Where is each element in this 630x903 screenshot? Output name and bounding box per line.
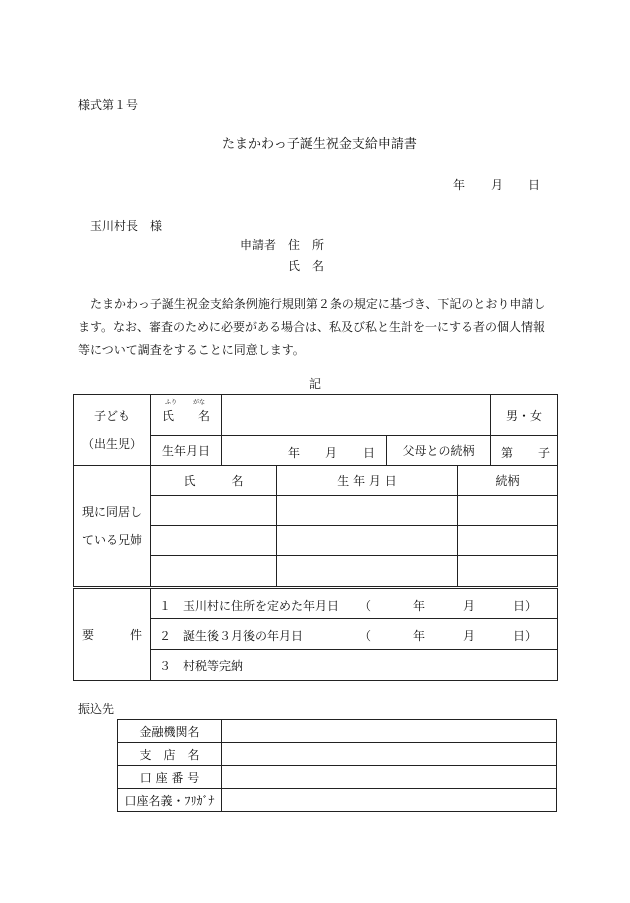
date-month: 月 — [491, 178, 504, 192]
child-dob-day: 日 — [363, 446, 376, 460]
sibling-dob-field[interactable] — [277, 496, 458, 526]
child-order-prefix: 第 — [501, 446, 514, 460]
child-name-field[interactable] — [222, 395, 491, 436]
applicant-label: 申請者 — [240, 238, 277, 252]
applicant-address-label: 住 所 — [288, 238, 325, 252]
applicant-name-label: 氏 名 — [288, 259, 325, 273]
sibling-dob-field[interactable] — [277, 556, 458, 587]
requirement-2-open: （ — [359, 629, 372, 643]
siblings-label-line1: 現に同居し — [81, 505, 142, 519]
sibling-relation-field[interactable] — [458, 496, 558, 526]
requirement-item-3[interactable] — [151, 650, 558, 681]
child-dob-year: 年 — [288, 446, 301, 460]
transfer-label-account-number: 口 座 番 号 — [118, 766, 222, 789]
sibling-dob-field[interactable] — [277, 526, 458, 556]
sibling-relation-field[interactable] — [458, 556, 558, 587]
requirement-2-month: 月 — [463, 629, 476, 643]
siblings-table — [73, 465, 558, 587]
siblings-col-dob: 生 年 月 日 — [277, 466, 458, 496]
child-name-label: 氏 名 — [161, 408, 210, 423]
siblings-col-relation: 続柄 — [458, 466, 558, 496]
requirement-item-2[interactable] — [151, 619, 558, 650]
child-order-field[interactable] — [491, 436, 558, 466]
child-table — [73, 394, 558, 466]
child-name-label-cell — [151, 395, 222, 436]
child-order-suffix: 子 — [538, 446, 551, 460]
sibling-name-field[interactable] — [151, 526, 277, 556]
name-ruby-furi: ふり — [165, 399, 178, 406]
date-year: 年 — [453, 178, 466, 192]
ki-heading: 記 — [309, 377, 322, 391]
date-day: 日 — [528, 178, 541, 192]
requirement-2-text: ２ 誕生後３月後の年月日 — [159, 629, 304, 643]
child-label-line1: 子ども — [93, 409, 130, 423]
transfer-label-account-holder: 口座名義・ﾌﾘｶﾞﾅ — [118, 789, 222, 812]
child-label — [74, 395, 151, 466]
addressee: 玉川村長 様 — [90, 219, 163, 233]
transfer-branch-field[interactable] — [222, 743, 557, 766]
form-number: 様式第１号 — [78, 98, 139, 112]
requirements-table — [73, 588, 558, 681]
child-dob-label: 生年月日 — [151, 436, 222, 466]
siblings-col-name: 氏 名 — [151, 466, 277, 496]
sibling-relation-field[interactable] — [458, 526, 558, 556]
requirement-1-text: １ 玉川村に住所を定めた年月日 — [159, 599, 340, 613]
requirements-label: 要 件 — [74, 589, 151, 681]
name-ruby-gana: がな — [193, 399, 206, 406]
requirement-item-1[interactable] — [151, 589, 558, 619]
transfer-label-branch: 支 店 名 — [118, 743, 222, 766]
transfer-bank-field[interactable] — [222, 720, 557, 743]
transfer-label-bank: 金融機関名 — [118, 720, 222, 743]
transfer-heading: 振込先 — [78, 702, 115, 716]
requirement-1-month: 月 — [463, 599, 476, 613]
requirement-2-day: 日） — [513, 629, 538, 643]
child-dob-month: 月 — [325, 446, 338, 460]
transfer-account-number-field[interactable] — [222, 766, 557, 789]
requirement-1-day: 日） — [513, 599, 538, 613]
consent-paragraph: たまかわっ子誕生祝金支給条例施行規則第２条の規定に基づき、下記のとおり申請します。なお、審査のために必要がある場合は、私及び私と生計を一にする者の個人情報等について調査をすることに同意します。 — [78, 297, 546, 357]
document-title: たまかわっ子誕生祝金支給申請書 — [222, 137, 417, 152]
siblings-label-line2: ている兄姉 — [81, 533, 142, 547]
sibling-name-field[interactable] — [151, 496, 277, 526]
requirement-1-open: （ — [359, 599, 372, 613]
requirement-2-year: 年 — [413, 629, 426, 643]
child-label-line2: （出生児） — [81, 437, 142, 451]
siblings-label — [74, 466, 151, 587]
transfer-table — [117, 719, 557, 812]
requirement-1-year: 年 — [413, 599, 426, 613]
child-sex[interactable]: 男・女 — [491, 395, 558, 436]
requirement-3-text: ３ 村税等完納 — [159, 658, 244, 673]
sibling-name-field[interactable] — [151, 556, 277, 587]
child-relation-label: 父母との続柄 — [387, 436, 491, 466]
transfer-account-holder-field[interactable] — [222, 789, 557, 812]
child-dob-field[interactable] — [222, 436, 387, 466]
